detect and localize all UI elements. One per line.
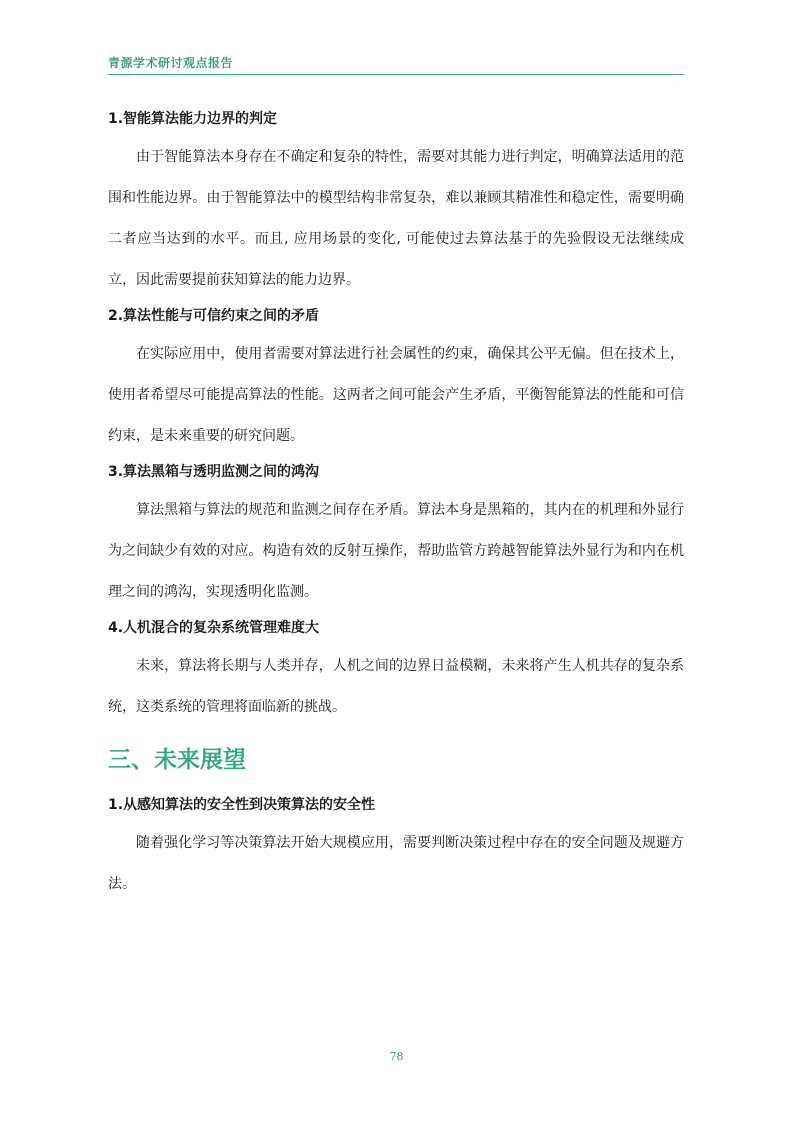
section-heading: 4.人机混合的复杂系统管理难度大 xyxy=(108,620,320,636)
section-paragraph: 在实际应用中，使用者需要对算法进行社会属性的约束，确保其公平无偏。但在技术上，使用者希望尽可能提高算法的性能。这两者之间可能会产生矛盾，平衡智能算法的性能和可信约束，是未来重要的研究问题。 xyxy=(108,346,684,444)
section-paragraph: 由于智能算法本身存在不确定和复杂的特性，需要对其能力进行判定，明确算法适用的范围和性能边界。由于智能算法中的模型结构非常复杂，难以兼顾其精准性和稳定性，需要明确二者应当达到的水平。而且, 应用场景的变化, 可能使过去算法基于的先验假设无法继续成立，因此需要提前获知算法的能力边界。 xyxy=(108,149,684,288)
section-heading: 1.智能算法能力边界的判定 xyxy=(108,111,278,127)
section-heading: 2.算法性能与可信约束之间的矛盾 xyxy=(108,308,320,324)
section-heading: 3.算法黑箱与透明监测之间的鸿沟 xyxy=(108,464,320,480)
section-paragraph: 算法黑箱与算法的规范和监测之间存在矛盾。算法本身是黑箱的，其内在的机理和外显行为之间缺少有效的对应。构造有效的反射互操作，帮助监管方跨越智能算法外显行为和内在机理之间的鸿沟，实现透明化监测。 xyxy=(108,502,684,600)
page-header xyxy=(108,54,684,75)
section-paragraph: 未来，算法将长期与人类并存，人机之间的边界日益模糊，未来将产生人机共存的复杂系统，这类系统的管理将面临新的挑战。 xyxy=(108,658,684,715)
section-paragraph: 随着强化学习等决策算法开始大规模应用，需要判断决策过程中存在的安全问题及规避方法。 xyxy=(108,835,684,892)
header-title: 青源学术研讨观点报告 xyxy=(108,56,234,70)
page-number: 78 xyxy=(389,1050,404,1063)
document-body xyxy=(108,104,684,905)
section-heading: 1.从感知算法的安全性到决策算法的安全性 xyxy=(108,797,376,813)
chapter-title: 三、未来展望 xyxy=(108,747,246,773)
